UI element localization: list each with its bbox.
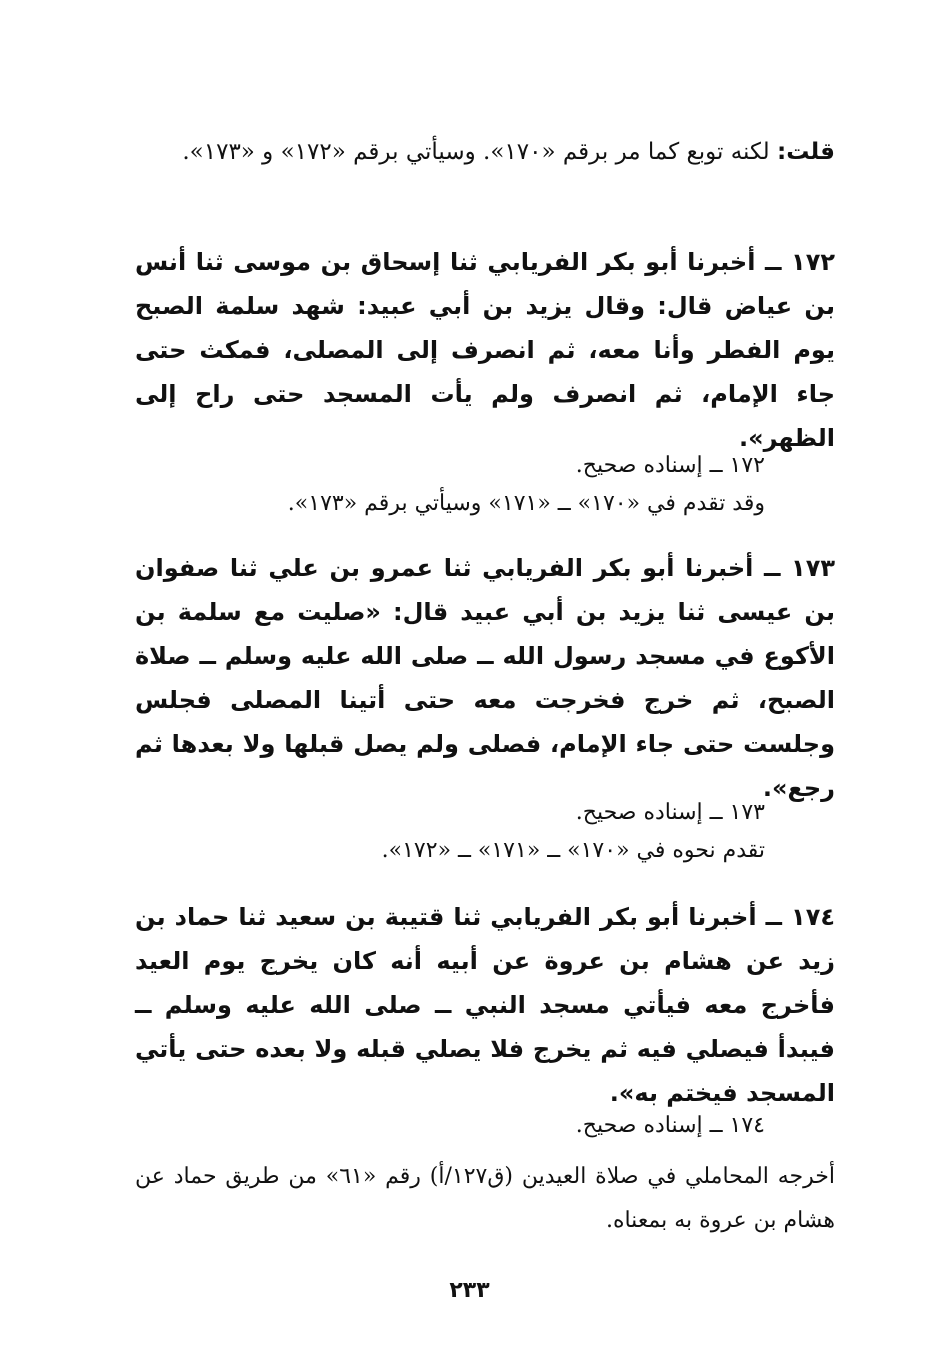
note-172: [135, 447, 835, 523]
note-174-line1: ١٧٤ ــ إسناده صحيح.: [575, 1113, 765, 1138]
note-174: [135, 1107, 835, 1145]
page-number: ٢٣٣: [449, 1278, 490, 1303]
note-172-line2: وقد تقدم في «١٧٠» ــ «١٧١» وسيأتي برقم «١٧٣».: [287, 491, 765, 516]
takhrij-paragraph: أخرجه المحاملي في صلاة العيدين (ق١٢٧/أ) رقم «٦١» من طريق حماد عن هشام بن عروة به بمعناه.: [135, 1164, 835, 1233]
note-173-line1: ١٧٣ ــ إسناده صحيح.: [575, 800, 765, 825]
qult-paragraph: [135, 130, 835, 174]
hadith-172: ١٧٢ ــ أخبرنا أبو بكر الفريابي ثنا إسحاق بن موسى ثنا أنس بن عياض قال: وقال يزيد بن أبي عبيد: شهد سلمة الصبح يوم الفطر وأنا معه، ثم انصرف إلى المصلى، فمكث حتى جاء الإمام، ثم انصرف ولم يأت المسجد حتى راح إلى الظهر».: [135, 248, 835, 452]
hadith-173: ١٧٣ ــ أخبرنا أبو بكر الفريابي ثنا عمرو بن علي ثنا صفوان بن عيسى ثنا يزيد بن أبي عبيد قال: «صليت مع سلمة بن الأكوع في مسجد رسول الله ــ صلى الله عليه وسلم ــ صلاة الصبح، ثم خرج فخرجت معه حتى أتينا المصلى فجلس وجلست حتى جاء الإمام، فصلى ولم يصل قبلها ولا بعدها ثم رجع».: [135, 554, 835, 802]
qult-text: لكنه توبع كما مر برقم «١٧٠». وسيأتي برقم «١٧٢» و «١٧٣».: [182, 139, 777, 165]
qult-lead: قلت:: [777, 139, 835, 165]
note-173-line2: تقدم نحوه في «١٧٠» ــ «١٧١» ــ «١٧٢».: [381, 838, 765, 863]
note-173: [135, 794, 835, 870]
hadith-174: ١٧٤ ــ أخبرنا أبو بكر الفريابي ثنا قتيبة بن سعيد ثنا حماد بن زيد عن هشام بن عروة عن أبيه أنه كان يخرج يوم العيد فأخرج معه فيأتي مسجد النبي ــ صلى الله عليه وسلم ــ فيبدأ فيصلي فيه ثم يخرج فلا يصلي قبله ولا بعده حتى يأتي المسجد فيختم به».: [135, 903, 835, 1107]
note-172-line1: ١٧٢ ــ إسناده صحيح.: [575, 453, 765, 478]
